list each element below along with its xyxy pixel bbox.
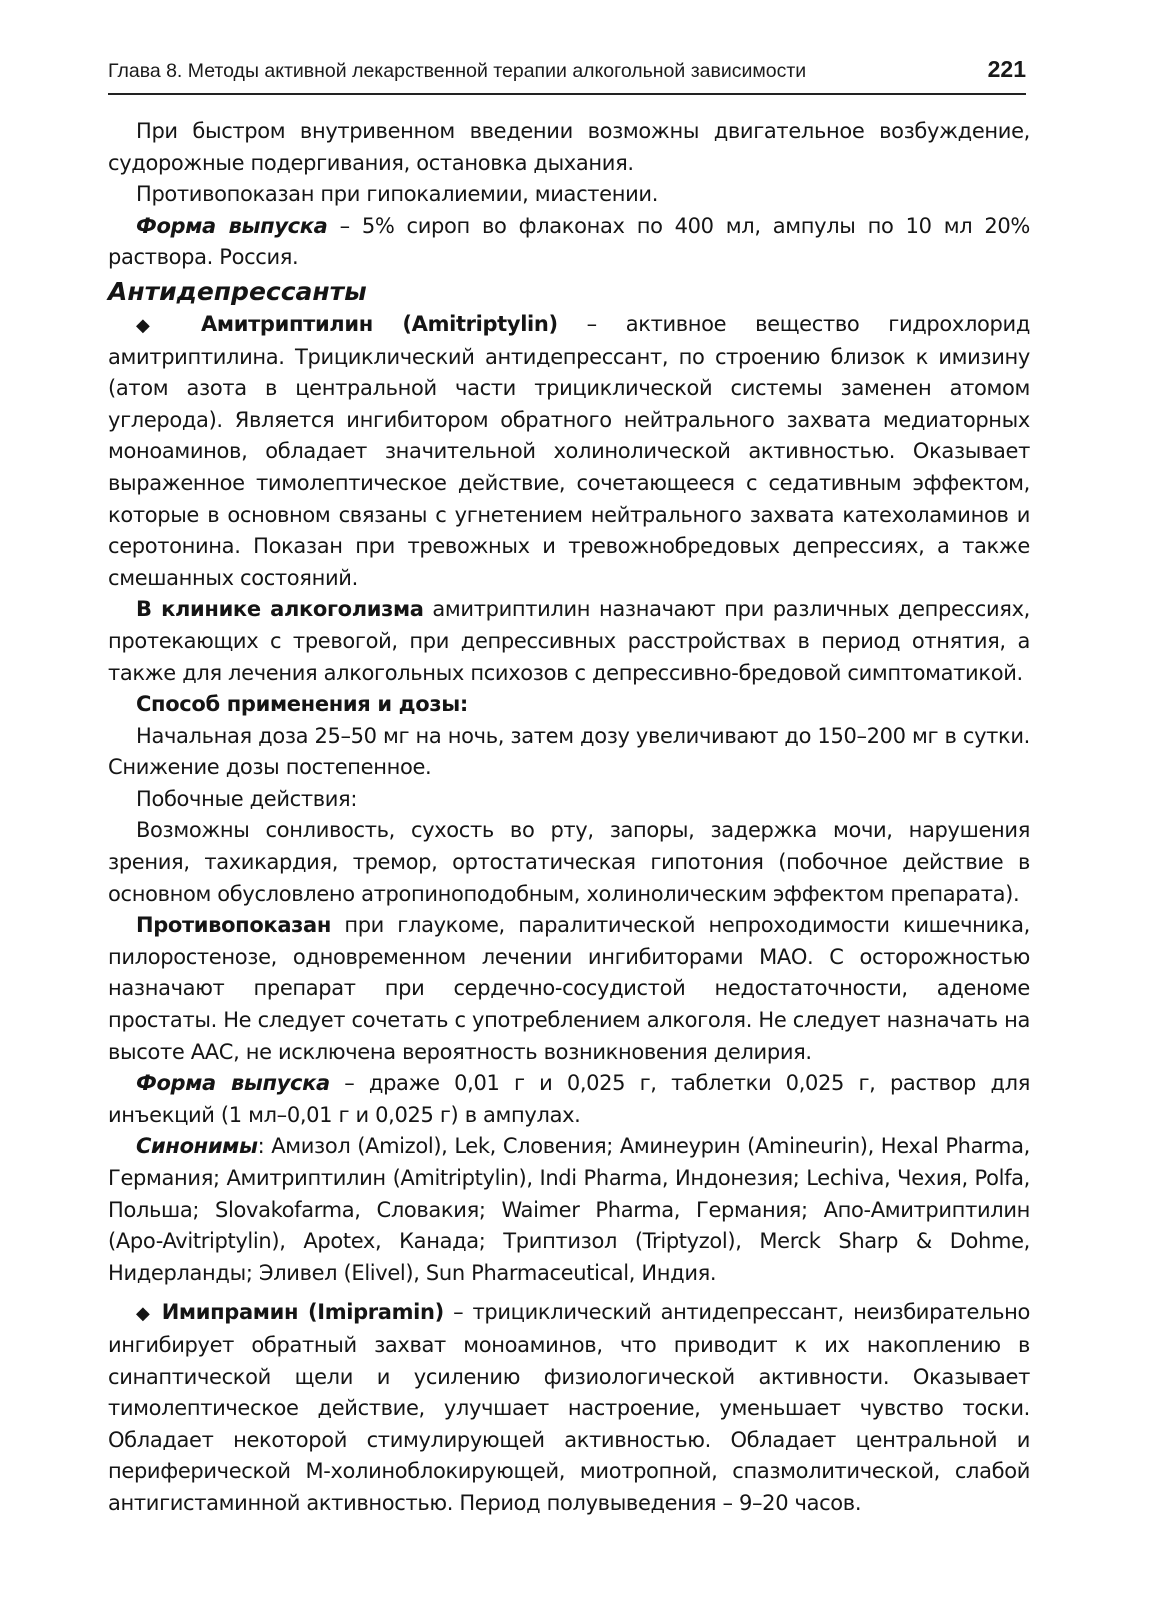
paragraph-text: Начальная доза 25–50 мг на ночь, затем дозу увеличивают до 150–200 мг в сутки. Снижение дозы постепенное.: [108, 723, 1030, 780]
subheading: Побочные действия:: [136, 786, 358, 811]
section-heading: Антидепрессанты: [108, 276, 367, 306]
paragraph-text: – активное вещество гидрохлорид амитриптилина. Трициклический антидепрессант, по строению близок к имизину (атом азота в центральной части трициклической системы заменен атомом углерода). Является ингибитором обратного нейтрального захвата медиаторных моноаминов, обладает значительной холинолической активностью. Оказывает выраженное тимолептическое действие, сочетающееся с седативным эффектом, которые в основном связаны с угнетением нейтрального захвата катехоламинов и серотонина. Показан при тревожных и тревожнобредовых депрессиях, а также смешанных состояний.: [108, 311, 1030, 590]
paragraph-text: – трициклический антидепрессант, неизбирательно ингибирует обратный захват моноаминов, что приводит к их накоплению в синаптической щели и усилению физиологической активности. Оказывает тимолептическое действие, улучшает настроение, уменьшает чувство тоски. Обладает некоторой стимулирующей активностью. Обладает центральной и периферической М-холиноблокирующей, миотропной, спазмолитической, слабой антигистаминной активностью. Период полувыведения – 9–20 часов.: [108, 1300, 1031, 1515]
drug-name: Амитриптилин (Amitriptylin): [201, 311, 558, 336]
drug-name: Имипрамин (Imipramin): [161, 1300, 444, 1325]
paragraph-lead: Форма выпуска: [136, 1071, 330, 1096]
paragraph-text: : Амизол (Amizol), Lek, Словения; Аминеурин (Amineurin), Hexal Pharma, Германия; Амитриптилин (Amitriptylin), Indi Pharma, Индонезия; Lechiva, Чехия, Polfa, Польша; Slovakofarma, Словакия; Waimer Pharma, Германия; Апо-Амитриптилин (Apo-Avitriptylin), Apotex, Канада; Триптизол (Triptyzol), Merck Sharp & Dohme, Нидерланды; Эливел (Elivel), Sun Pharmaceutical, Индия.: [108, 1134, 1030, 1285]
diamond-bullet-icon: ◆: [136, 314, 173, 336]
running-header: [108, 56, 1026, 83]
paragraph-lead: В клинике алкоголизма: [136, 597, 424, 622]
paragraph-lead: Синонимы: [136, 1134, 258, 1159]
paragraph-text: при глаукоме, паралитической непроходимости кишечника, пилоростенозе, одновременном лечении ингибиторами МАО. С осторожностью назначают препарат при сердечно-сосудистой недостаточности, аденоме простаты. Не следует сочетать с употреблением алкоголя. Не следует назначать на высоте ААС, не исключена вероятность возникновения делирия.: [108, 913, 1030, 1064]
paragraph-text: Возможны сонливость, сухость во рту, запоры, задержка мочи, нарушения зрения, тахикардия, тремор, ортостатическая гипотония (побочное действие в основном обусловлено атропиноподобным, холинолическим эффектом препарата).: [108, 818, 1030, 906]
page-number: 221: [987, 56, 1026, 82]
paragraph-gap: [108, 1289, 1030, 1297]
paragraph-release-form: [108, 211, 1030, 274]
paragraph-release-form-2: [108, 1068, 1030, 1131]
header-rule: [108, 93, 1026, 95]
paragraph-imipramine: [108, 1297, 1030, 1519]
paragraph-lead: Форма выпуска: [136, 213, 328, 238]
paragraph-side-effects-heading: [108, 784, 1030, 816]
paragraph-iv-side-effects: [108, 116, 1030, 179]
paragraph-text: Противопоказан при гипокалиемии, миастении.: [136, 182, 659, 207]
paragraph-amitriptyline: [108, 309, 1030, 594]
paragraph-contraindications-short: [108, 179, 1030, 211]
paragraph-lead: Противопоказан: [136, 913, 331, 938]
paragraph-text: амитриптилин назначают при различных депрессиях, протекающих с тревогой, при депрессивных расстройствах в период отнятия, а также для лечения алкогольных психозов с депрессивно-бредовой симптоматикой.: [108, 597, 1030, 685]
chapter-title: Глава 8. Методы активной лекарственной терапии алкогольной зависимости: [108, 60, 807, 82]
subheading: Способ применения и дозы:: [136, 692, 468, 717]
paragraph-dosage: [108, 721, 1030, 784]
paragraph-text: – драже 0,01 г и 0,025 г, таблетки 0,025 г, раствор для инъекций (1 мл–0,01 г и 0,025 г) в ампулах.: [108, 1071, 1030, 1127]
paragraph-side-effects: [108, 815, 1030, 910]
paragraph-synonyms: [108, 1131, 1030, 1289]
paragraph-text: – 5% сироп во флаконах по 400 мл, ампулы по 10 мл 20% раствора. Россия.: [108, 213, 1030, 270]
paragraph-dosage-heading: [108, 689, 1030, 721]
paragraph-alcoholism-clinic: [108, 594, 1030, 689]
paragraph-text: При быстром внутривенном введении возможны двигательное возбуждение, судорожные подергивания, остановка дыхания.: [108, 119, 1030, 175]
paragraph-contraindications: [108, 910, 1030, 1068]
body-text: [108, 116, 1030, 1520]
diamond-bullet-icon: ◆: [136, 1303, 153, 1325]
